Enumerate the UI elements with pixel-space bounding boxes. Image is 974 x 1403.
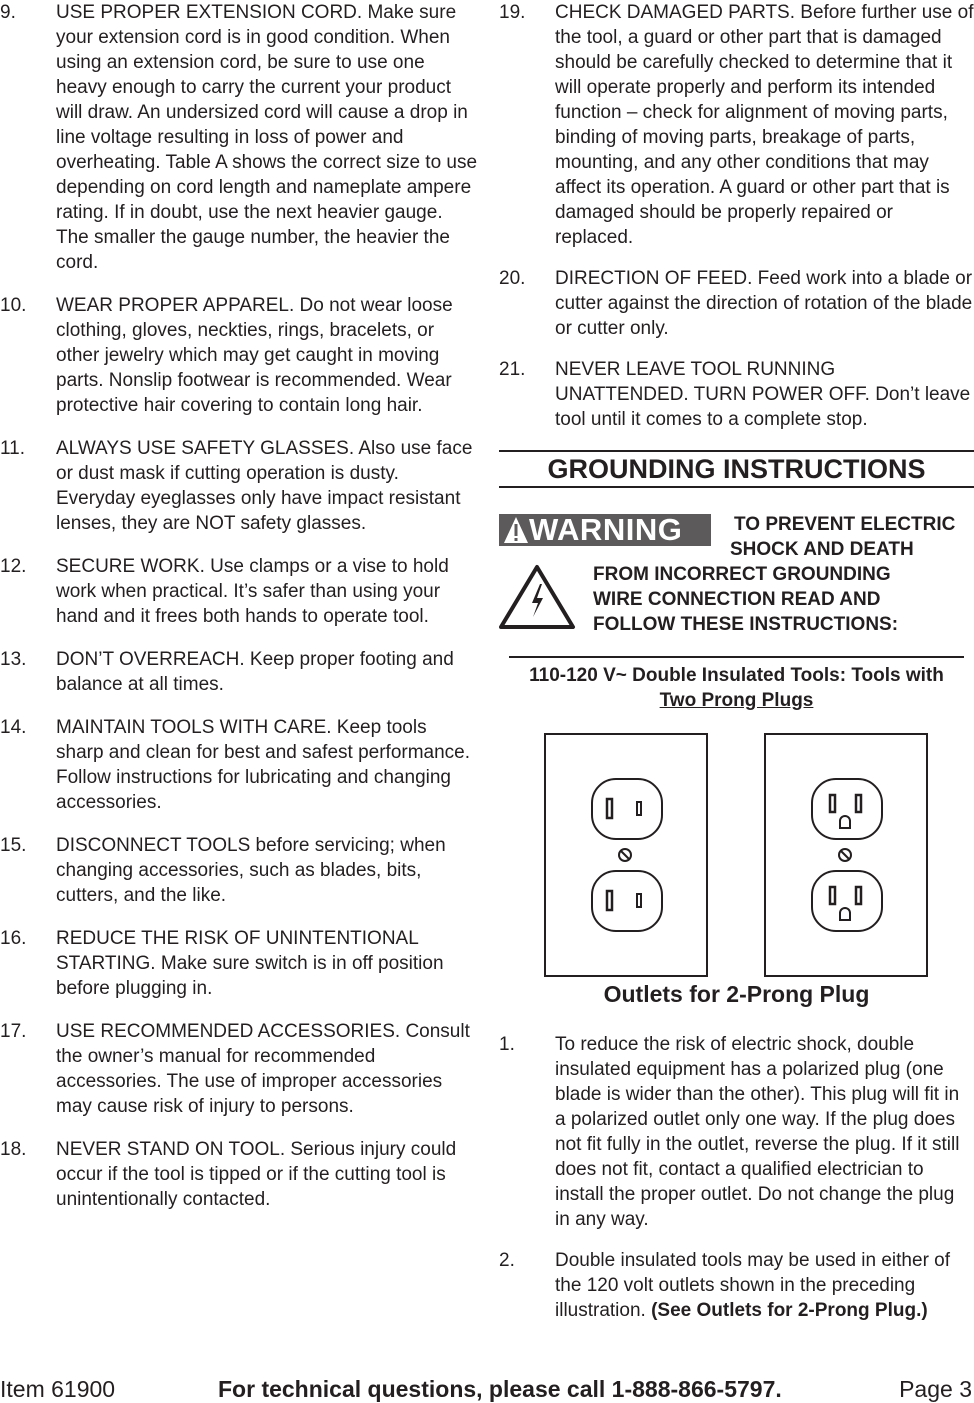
item-number: 11. [0, 438, 26, 459]
outlets-illustration [543, 732, 959, 978]
list-item [0, 293, 478, 418]
right-column [499, 0, 974, 448]
item-number: 1. [499, 1034, 515, 1055]
list-item [499, 266, 974, 341]
item-text: Double insulated tools may be used in either of the 120 volt outlets shown in the preceding illustration. [555, 1250, 951, 1321]
section-heading: GROUNDING INSTRUCTIONS [499, 450, 974, 488]
outlet-plate-polarized [545, 734, 707, 976]
left-column [0, 0, 478, 1230]
warning-text-line: FROM INCORRECT GROUNDING [593, 564, 891, 585]
list-item [499, 0, 974, 250]
warning-badge [499, 514, 711, 546]
item-text: NEVER LEAVE TOOL RUNNING UNATTENDED. TURN POWER OFF. Don’t leave tool until it comes to a complete stop. [555, 359, 971, 430]
list-item [0, 0, 478, 275]
list-item [0, 715, 478, 815]
list-item [0, 1019, 478, 1119]
page-footer [0, 1375, 974, 1403]
item-text: ALWAYS USE SAFETY GLASSES. Also use face or dust mask if cutting operation is dusty. Everyday eyeglasses only have impact resistant lenses, they are NOT safety glasses. [56, 438, 473, 534]
item-number: 10. [0, 295, 27, 316]
item-number: 2. [499, 1250, 515, 1271]
figure-caption: Outlets for 2-Prong Plug [603, 981, 870, 1007]
item-text: DIRECTION OF FEED. Feed work into a blade or cutter against the direction of rotation of the blade or cutter only. [555, 268, 973, 339]
item-number-label: Item 61900 [0, 1376, 116, 1402]
subheading [499, 663, 974, 713]
item-number: 13. [0, 649, 27, 670]
item-number: 12. [0, 556, 27, 577]
item-text: MAINTAIN TOOLS WITH CARE. Keep tools sharp and clean for best and safest performance. Follow instructions for lubricating and changing accessories. [56, 717, 471, 813]
item-text-container [555, 1248, 974, 1323]
item-number: 18. [0, 1139, 27, 1160]
item-number: 21. [499, 359, 526, 380]
warning-label: WARNING [529, 512, 683, 547]
item-number: 9. [0, 2, 16, 23]
electric-shock-icon [498, 564, 576, 630]
item-number: 19. [499, 2, 526, 23]
item-text: CHECK DAMAGED PARTS. Before further use of the tool, a guard or other part that is damaged should be carefully checked to determine that it will operate properly and perform its intended function – check for alignment of moving parts, binding of moving parts, breakage of parts, mounting, and any other conditions that may affect its operation. A guard or other part that is damaged should be properly repaired or replaced. [555, 2, 974, 248]
item-text: REDUCE THE RISK OF UNINTENTIONAL STARTING. Make sure switch is in off position before plugging in. [56, 928, 444, 999]
item-text-reference: (See Outlets for 2-Prong Plug.) [651, 1300, 928, 1321]
outlet-plate-grounded [765, 734, 927, 976]
list-item [0, 554, 478, 629]
list-item [0, 833, 478, 908]
list-item [499, 1032, 974, 1232]
item-text: SECURE WORK. Use clamps or a vise to hold work when practical. It’s safer than using your hand and it frees both hands to operate tool. [56, 556, 449, 627]
subheading-underlined: Two Prong Plugs [659, 690, 814, 711]
item-text: To reduce the risk of electric shock, double insulated equipment has a polarized plug (one blade is wider than the other). This plug will fit in a polarized outlet only one way. If the plug does not fit fully in the outlet, reverse the plug. If it still does not fit, contact a qualified electrician to install the proper outlet. Do not change the plug in any way. [555, 1034, 960, 1230]
item-number: 16. [0, 928, 27, 949]
item-text: USE RECOMMENDED ACCESSORIES. Consult the owner’s manual for recommended accessories. The use of improper accessories may cause risk of injury to persons. [56, 1021, 470, 1117]
item-text: WEAR PROPER APPAREL. Do not wear loose clothing, gloves, neckties, rings, bracelets, or other jewelry which may get caught in moving parts. Nonslip footwear is recommended. Wear protective hair covering to contain long hair. [56, 295, 453, 416]
support-phone-text: For technical questions, please call 1-888-866-5797. [218, 1376, 782, 1402]
warning-triangle-icon [503, 516, 529, 544]
list-item [0, 926, 478, 1001]
warning-text-line: SHOCK AND DEATH [730, 539, 914, 560]
item-text: DON’T OVERREACH. Keep proper footing and balance at all times. [56, 649, 454, 695]
subheading-line: 110-120 V~ Double Insulated Tools: Tools with [529, 665, 944, 686]
item-text: USE PROPER EXTENSION CORD. Make sure your extension cord is in good condition. When using an extension cord, be sure to use one heavy enough to carry the current your product will draw. An undersized cord will cause a drop in line voltage resulting in loss of power and overheating. Table A shows the correct size to use depending on cord length and nameplate ampere rating. If in doubt, use the next heavier gauge. The smaller the gauge number, the heavier the cord. [56, 2, 478, 273]
list-item [0, 436, 478, 536]
grounding-list [499, 1032, 974, 1339]
list-item [499, 1248, 974, 1323]
warning-text-line: FOLLOW THESE INSTRUCTIONS: [593, 614, 899, 635]
page-number: Page 3 [899, 1376, 972, 1402]
item-number: 17. [0, 1021, 27, 1042]
divider [509, 656, 964, 658]
list-item [0, 647, 478, 697]
item-text: NEVER STAND ON TOOL. Serious injury could occur if the tool is tipped or if the cutting tool is unintentionally contacted. [56, 1139, 457, 1210]
warning-text-line: WIRE CONNECTION READ AND [593, 589, 881, 610]
list-item [0, 1137, 478, 1212]
item-number: 14. [0, 717, 27, 738]
item-text: DISCONNECT TOOLS before servicing; when changing accessories, such as blades, bits, cutters, and the like. [56, 835, 446, 906]
item-number: 20. [499, 268, 526, 289]
warning-text-line: TO PREVENT ELECTRIC [734, 514, 956, 535]
item-number: 15. [0, 835, 27, 856]
list-item [499, 357, 974, 432]
